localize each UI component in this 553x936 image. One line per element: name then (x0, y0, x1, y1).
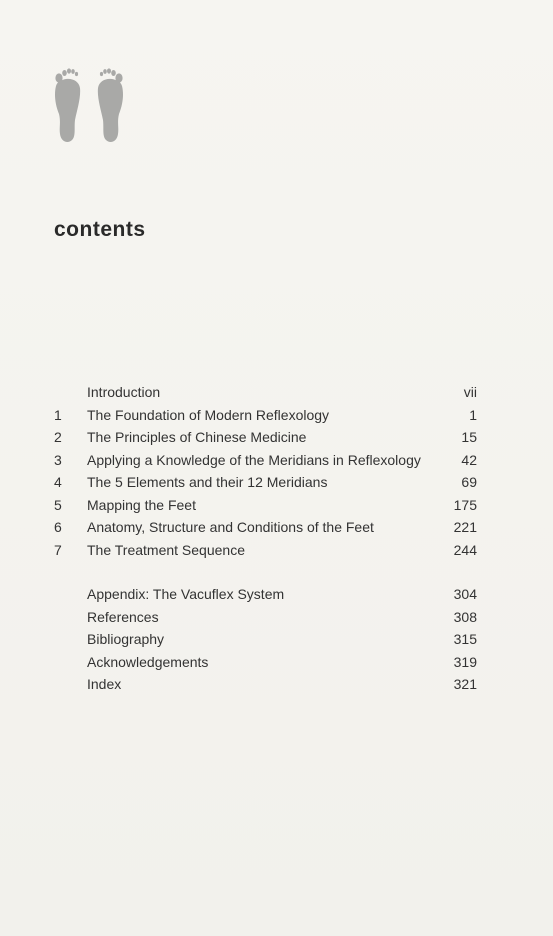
toc-title: Applying a Knowledge of the Meridians in Reflexology (87, 451, 421, 468)
toc-title: Introduction (87, 384, 161, 400)
toc-row-chapter-2[interactable] (0, 426, 553, 449)
toc-row-chapter-7[interactable] (0, 539, 553, 562)
toc-row-references[interactable] (0, 606, 553, 629)
toc-page-number: 319 (453, 653, 477, 670)
toc-row-acknowledgements[interactable] (0, 651, 553, 674)
toc-title: Bibliography (87, 631, 165, 647)
toc-title: References (87, 608, 159, 625)
right-foot-icon (98, 68, 123, 142)
page-title: contents (54, 218, 146, 241)
toc-title: Index (87, 676, 122, 692)
toc-row-index[interactable] (0, 673, 553, 696)
toc-page-number: 221 (453, 519, 477, 535)
feet-soles-icon (50, 64, 130, 148)
toc-number: 2 (54, 429, 62, 445)
toc-title: Anatomy, Structure and Conditions of the Feet (87, 519, 374, 535)
toc-page-number: 69 (461, 474, 477, 490)
toc-page-number: 308 (453, 608, 477, 625)
toc-number: 3 (54, 451, 62, 468)
toc-page-number: 42 (461, 451, 477, 468)
toc-row-appendix[interactable] (0, 583, 553, 606)
toc-title: The Foundation of Modern Reflexology (87, 406, 330, 423)
toc-title: The Principles of Chinese Medicine (87, 429, 307, 445)
toc-page-number: 175 (453, 496, 477, 513)
toc-row-chapter-4[interactable] (0, 471, 553, 494)
toc-number: 6 (54, 519, 62, 535)
toc-number: 7 (54, 541, 62, 558)
toc-number: 1 (54, 406, 62, 423)
toc-title: The 5 Elements and their 12 Meridians (87, 474, 328, 490)
toc-section-gap (0, 561, 553, 583)
toc-title: The Treatment Sequence (87, 541, 245, 558)
toc-number: 5 (54, 496, 62, 513)
toc-number: 4 (54, 474, 62, 490)
toc-title: Mapping the Feet (87, 496, 196, 513)
toc-page-number: 315 (453, 631, 477, 647)
toc-page-number: 321 (453, 676, 477, 692)
toc-page-number: 1 (469, 406, 477, 423)
toc-page-number: 304 (453, 586, 477, 602)
toc-title: Acknowledgements (87, 653, 209, 670)
toc-page-number: 15 (461, 429, 477, 445)
toc-row-introduction[interactable] (0, 381, 553, 404)
left-foot-icon (55, 68, 80, 142)
toc-title: Appendix: The Vacuflex System (87, 586, 285, 602)
toc-page-number: vii (463, 384, 477, 400)
toc-row-chapter-5[interactable] (0, 494, 553, 517)
toc-row-chapter-1[interactable] (0, 404, 553, 427)
toc-row-chapter-6[interactable] (0, 516, 553, 539)
table-of-contents (0, 381, 553, 696)
toc-row-bibliography[interactable] (0, 628, 553, 651)
toc-page-number: 244 (453, 541, 477, 558)
toc-row-chapter-3[interactable] (0, 449, 553, 472)
